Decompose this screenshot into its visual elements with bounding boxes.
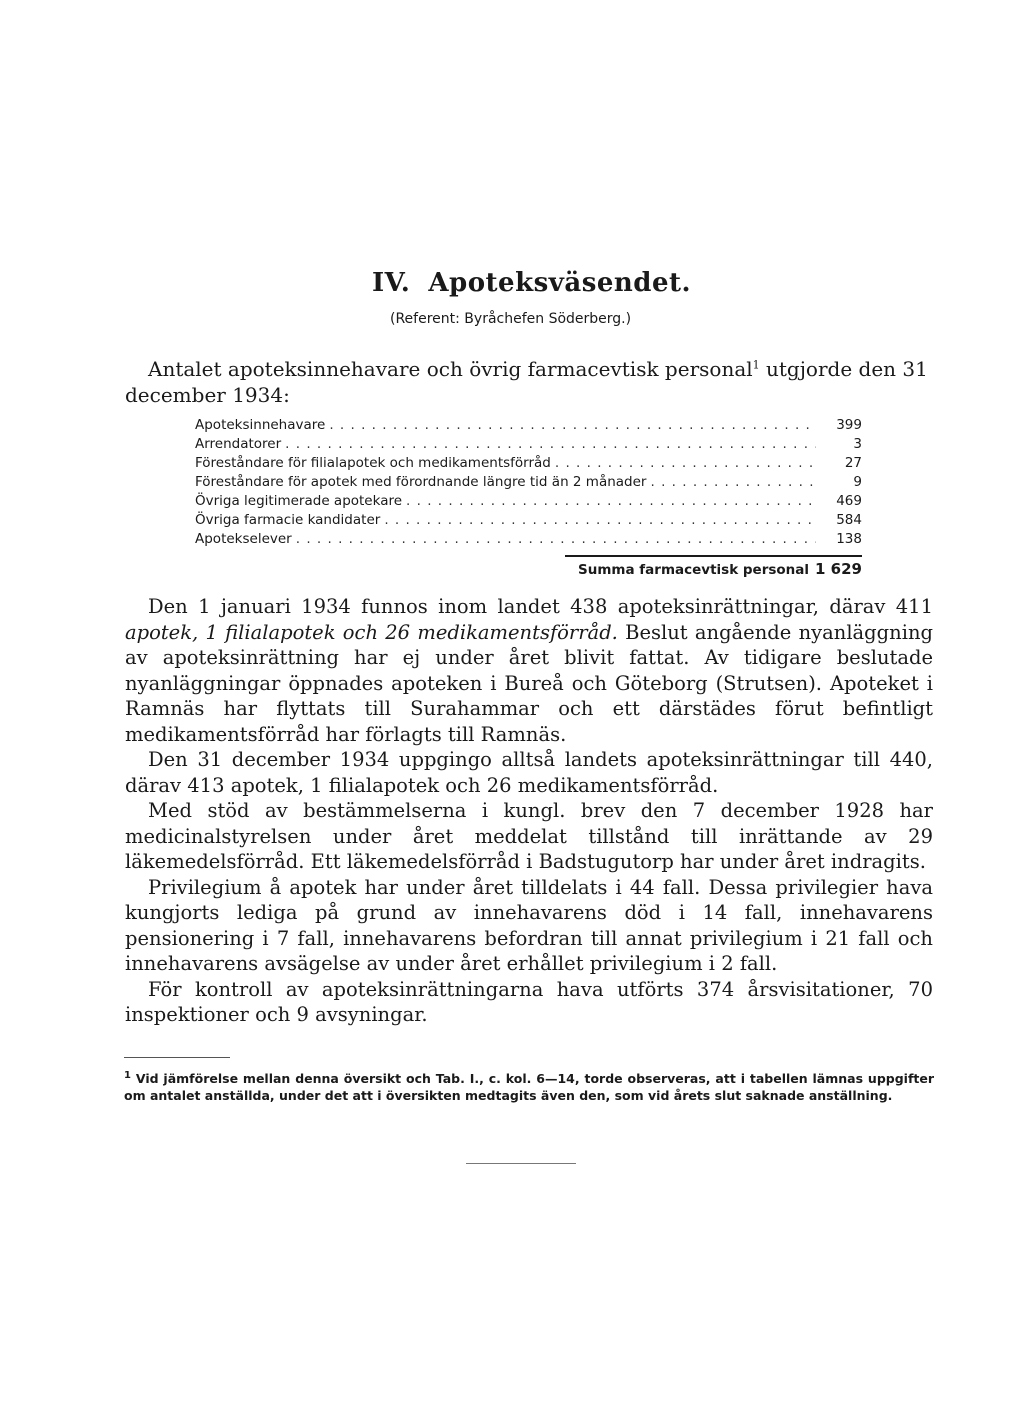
personnel-table	[195, 416, 862, 578]
sum-line	[578, 560, 862, 578]
leader-dots	[329, 416, 816, 435]
paragraph-3: Med stöd av bestämmelserna i kungl. brev den 7 december 1928 har medicinalstyrelsen under året meddelat tillstånd till inrättande av 29 läkemedelsförråd. Ett läkemedelsförråd i Badstugutorp har under året indragits.	[125, 799, 933, 873]
table-row	[195, 511, 862, 530]
intro-text-b: utgjorde den 31	[759, 357, 928, 381]
table-row	[195, 530, 862, 549]
table-row	[195, 416, 862, 435]
chapter-number: IV.	[372, 268, 411, 298]
chapter-heading	[372, 268, 691, 298]
footnote	[124, 1070, 934, 1104]
footnote-text: Vid jämförelse mellan denna översikt och Tab. I., c. kol. 6—14, torde observeras, att i tabellen lämnas uppgifter om antalet anställda, under det att i översikten medtagits även den, som vid årets slut saknade anställning.	[124, 1071, 934, 1103]
row-value: 3	[853, 436, 862, 452]
intro-text-a: Antalet apoteksinnehavare och övrig farmacevtisk personal	[148, 357, 753, 381]
row-label: Föreståndare för apotek med förordnande längre tid än 2 månader	[195, 474, 647, 490]
row-label: Övriga farmacie kandidater	[195, 512, 381, 528]
paragraph-1-emphasis: apotek, 1 filialapotek och 26 medikamentsförråd.	[125, 620, 618, 644]
leader-dots	[296, 530, 816, 549]
paragraph-1	[125, 594, 933, 747]
row-label: Arrendatorer	[195, 436, 282, 452]
row-value: 9	[853, 474, 862, 490]
leader-dots	[555, 454, 816, 473]
body-text	[125, 594, 933, 1028]
leader-dots	[384, 511, 816, 530]
leader-dots	[406, 492, 816, 511]
row-value: 469	[836, 493, 862, 509]
intro-text-c: december 1934:	[125, 383, 290, 407]
leader-dots	[285, 435, 816, 454]
table-row	[195, 454, 862, 473]
row-value: 138	[836, 531, 862, 547]
footnote-ref: 1	[752, 358, 760, 372]
row-label: Övriga legitimerade apotekare	[195, 493, 403, 509]
footnote-marker: 1	[124, 1069, 131, 1081]
row-label: Apotekselever	[195, 531, 292, 547]
sum-rule	[565, 555, 862, 557]
row-label: Apoteksinnehavare	[195, 417, 326, 433]
referent-note: (Referent: Byråchefen Söderberg.)	[390, 311, 632, 327]
leader-dots	[650, 473, 816, 492]
row-value: 584	[836, 512, 862, 528]
paragraph-5: För kontroll av apoteksinrättningarna hava utförts 374 årsvisitationer, 70 inspektioner och 9 avsyningar.	[125, 977, 933, 1026]
row-label: Föreståndare för filialapotek och medikamentsförråd	[195, 455, 551, 471]
table-row	[195, 435, 862, 454]
personnel-table-rows	[195, 416, 862, 549]
sum-value: 1 629	[815, 560, 862, 578]
row-value: 399	[836, 417, 862, 433]
sum-label: Summa farmacevtisk personal	[578, 562, 810, 578]
table-row	[195, 473, 862, 492]
table-row	[195, 492, 862, 511]
chapter-title: Apoteksväsendet.	[428, 268, 692, 298]
paragraph-2: Den 31 december 1934 uppgingo alltså landets apoteksinrättningar till 440, därav 413 apotek, 1 filialapotek och 26 medikamentsförråd.	[125, 748, 933, 797]
row-value: 27	[844, 455, 862, 471]
paragraph-1-a: Den 1 januari 1934 funnos inom landet 438 apoteksinrättningar, därav 411	[148, 595, 933, 618]
paragraph-4: Privilegium å apotek har under året tilldelats i 44 fall. Dessa privilegier hava kungjorts lediga på grund av innehavarens död i 14 fall, innehavarens pensionering i 7 fall, innehavarens befordran till annat privilegium i 21 fall och innehavarens avsägelse av under året erhållet privilegium i 2 fall.	[125, 875, 933, 975]
footnote-rule	[124, 1057, 230, 1058]
end-rule	[466, 1163, 576, 1164]
paragraph-1-b: Beslut angående nyanläggning av apoteksinrättning har ej under året blivit fattat. Av tidigare beslutade nyanläggningar öppnades apoteken i Bureå och Göteborg (Strutsen). Apoteket i Ramnäs har flyttats till Surahammar och ett därstädes förut befintligt medikamentsförråd har förlagts till Ramnäs.	[125, 620, 933, 746]
intro-paragraph	[125, 356, 933, 408]
